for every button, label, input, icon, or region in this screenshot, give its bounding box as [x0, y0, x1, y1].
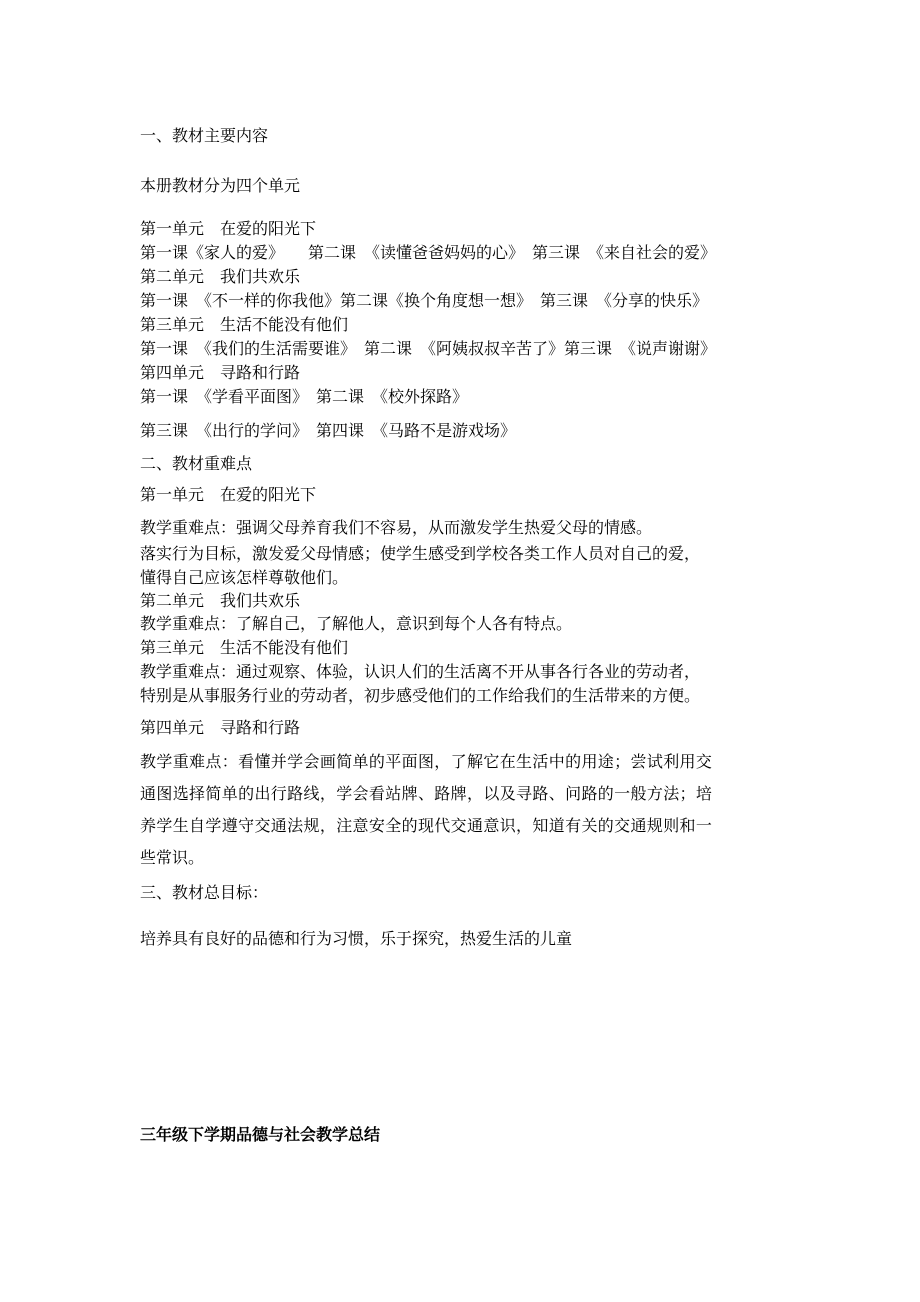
unit4-lessons-first: 第一课 《学看平面图》 第二课 《校外探路》: [140, 387, 469, 406]
key-unit1-line3: 懂得自己应该怎样尊敬他们。: [140, 568, 349, 587]
key-unit4-line1: 教学重难点：看懂并学会画简单的平面图，了解它在生活中的用途；尝试利用交: [140, 752, 713, 771]
key-unit1-line1: 教学重难点：强调父母养育我们不容易，从而激发学生热爱父母的情感。: [140, 518, 653, 537]
key-unit4-line4: 些常识。: [140, 848, 205, 867]
key-unit4-line3: 养学生自学遵守交通法规，注意安全的现代交通意识，知道有关的交通规则和一: [140, 816, 713, 835]
overall-goal-text: 培养具有良好的品德和行为习惯，乐于探究，热爱生活的儿童: [140, 929, 573, 948]
key-unit1-title: 第一单元 在爱的阳光下: [140, 485, 317, 504]
unit4-title: 第四单元 寻路和行路: [140, 363, 301, 382]
unit1-title: 第一单元 在爱的阳光下: [140, 219, 317, 238]
unit4-lessons-second: 第三课 《出行的学问》 第四课 《马路不是游戏场》: [140, 421, 517, 440]
next-document-title: 三年级下学期品德与社会教学总结: [140, 1125, 381, 1144]
unit2-title: 第二单元 我们共欢乐: [140, 267, 301, 286]
unit3-lessons: 第一课 《我们的生活需要谁》 第二课 《阿姨叔叔辛苦了》第三课 《说声谢谢》: [140, 339, 717, 358]
unit2-lessons: 第一课 《不一样的你我他》第二课《换个角度想一想》 第三课 《分享的快乐》: [140, 291, 709, 310]
section-heading-overall-goal: 三、教材总目标：: [140, 883, 269, 902]
key-unit2-title: 第二单元 我们共欢乐: [140, 591, 301, 610]
key-unit3-line2: 特别是从事服务行业的劳动者，初步感受他们的工作给我们的生活带来的方便。: [140, 686, 701, 705]
unit1-lessons: 第一课《家人的爱》 第二课 《读懂爸爸妈妈的心》 第三课 《来自社会的爱》: [140, 243, 717, 262]
key-unit1-line2: 落实行为目标，激发爱父母情感；使学生感受到学校各类工作人员对自己的爱，: [140, 544, 701, 563]
key-unit4-title: 第四单元 寻路和行路: [140, 718, 301, 737]
key-unit4-line2: 通图选择简单的出行路线，学会看站牌、路牌，以及寻路、问路的一般方法；培: [140, 784, 713, 803]
section-heading-main-content: 一、教材主要内容: [140, 126, 269, 145]
section-heading-key-points: 二、教材重难点: [140, 454, 253, 473]
intro-text: 本册教材分为四个单元: [140, 176, 301, 195]
unit3-title: 第三单元 生活不能没有他们: [140, 315, 349, 334]
key-unit3-title: 第三单元 生活不能没有他们: [140, 638, 349, 657]
key-unit3-line1: 教学重难点：通过观察、体验，认识人们的生活离不开从事各行各业的劳动者，: [140, 662, 701, 681]
key-unit2-line1: 教学重难点：了解自己，了解他人，意识到每个人各有特点。: [140, 614, 573, 633]
